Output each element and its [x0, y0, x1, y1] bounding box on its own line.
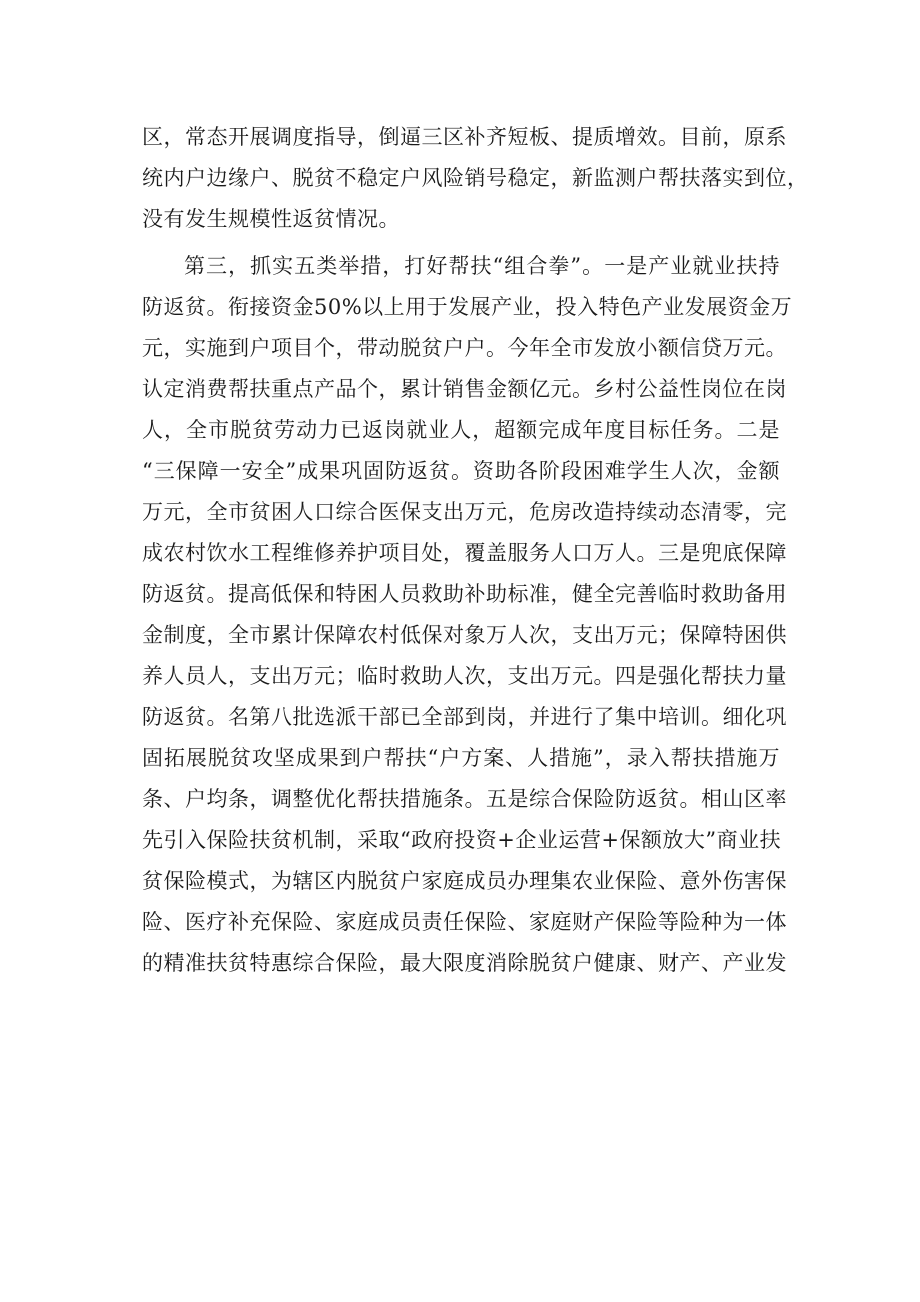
text-line: 人，全市脱贫劳动力已返岗就业人，超额完成年度目标任务。二是: [142, 418, 780, 442]
text-line: 统内户边缘户、脱贫不稳定户风险销号稳定，新监测户帮扶落实到位，: [142, 166, 809, 190]
text-line: [142, 984, 780, 1025]
text-line: 防返贫。提高低保和特困人员救助补助标准，健全完善临时救助备用: [142, 582, 787, 606]
text-line: “三保障一安全”成果巩固防返贫。资助各阶段困难学生人次，金额: [142, 459, 780, 483]
text-line: 养人员人，支出万元；临时救助人次，支出万元。四是强化帮扶力量: [142, 664, 787, 688]
text-line: 区，常态开展调度指导，倒逼三区补齐短板、提质增效。目前，原系: [142, 125, 787, 149]
text-line: 认定消费帮扶重点产品个，累计销售金额亿元。乡村公益性岗位在岗: [142, 377, 787, 401]
text-line: 防返贫。名第八批选派干部已全部到岗，并进行了集中培训。细化巩: [142, 705, 787, 729]
text-line: 成农村饮水工程维修养护项目处，覆盖服务人口万人。三是兜底保障: [142, 541, 787, 565]
text-line: [142, 1066, 780, 1107]
text-line: 险、医疗补充保险、家庭成员责任保险、家庭财产保险等险种为一体: [142, 910, 787, 934]
text-line: 的精准扶贫特惠综合保险，最大限度消除脱贫户健康、财产、产业发: [142, 951, 787, 975]
text-line: 贫保险模式，为辖区内脱贫户家庭成员办理集农业保险、意外伤害保: [142, 869, 787, 893]
text-line: 固拓展脱贫攻坚成果到户帮扶“户方案、人措施”，录入帮扶措施万: [142, 746, 780, 770]
paragraph-1: [142, 117, 809, 240]
text-line: 没有发生规模性返贫情况。: [142, 207, 400, 231]
text-line: 条、户均条，调整优化帮扶措施条。五是综合保险防返贫。相山区率: [142, 787, 787, 811]
text-line: 万元，全市贫困人口综合医保支出万元，危房改造持续动态清零，完: [142, 500, 787, 524]
paragraph-2: [142, 246, 793, 1107]
text-line: 元，实施到户项目个，带动脱贫户户。今年全市发放小额信贷万元。: [142, 336, 787, 360]
text-line: 金制度，全市累计保障农村低保对象万人次，支出万元；保障特困供: [142, 623, 787, 647]
text-line: 先引入保险扶贫机制，采取“政府投资+企业运营+保额放大”商业扶: [142, 828, 782, 852]
text-line: 第三，抓实五类举措，打好帮扶“组合拳”。一是产业就业扶持: [184, 254, 780, 278]
text-line: 防返贫。衔接资金50%以上用于发展产业，投入特色产业发展资金万: [142, 295, 793, 319]
text-line: [142, 1025, 780, 1066]
